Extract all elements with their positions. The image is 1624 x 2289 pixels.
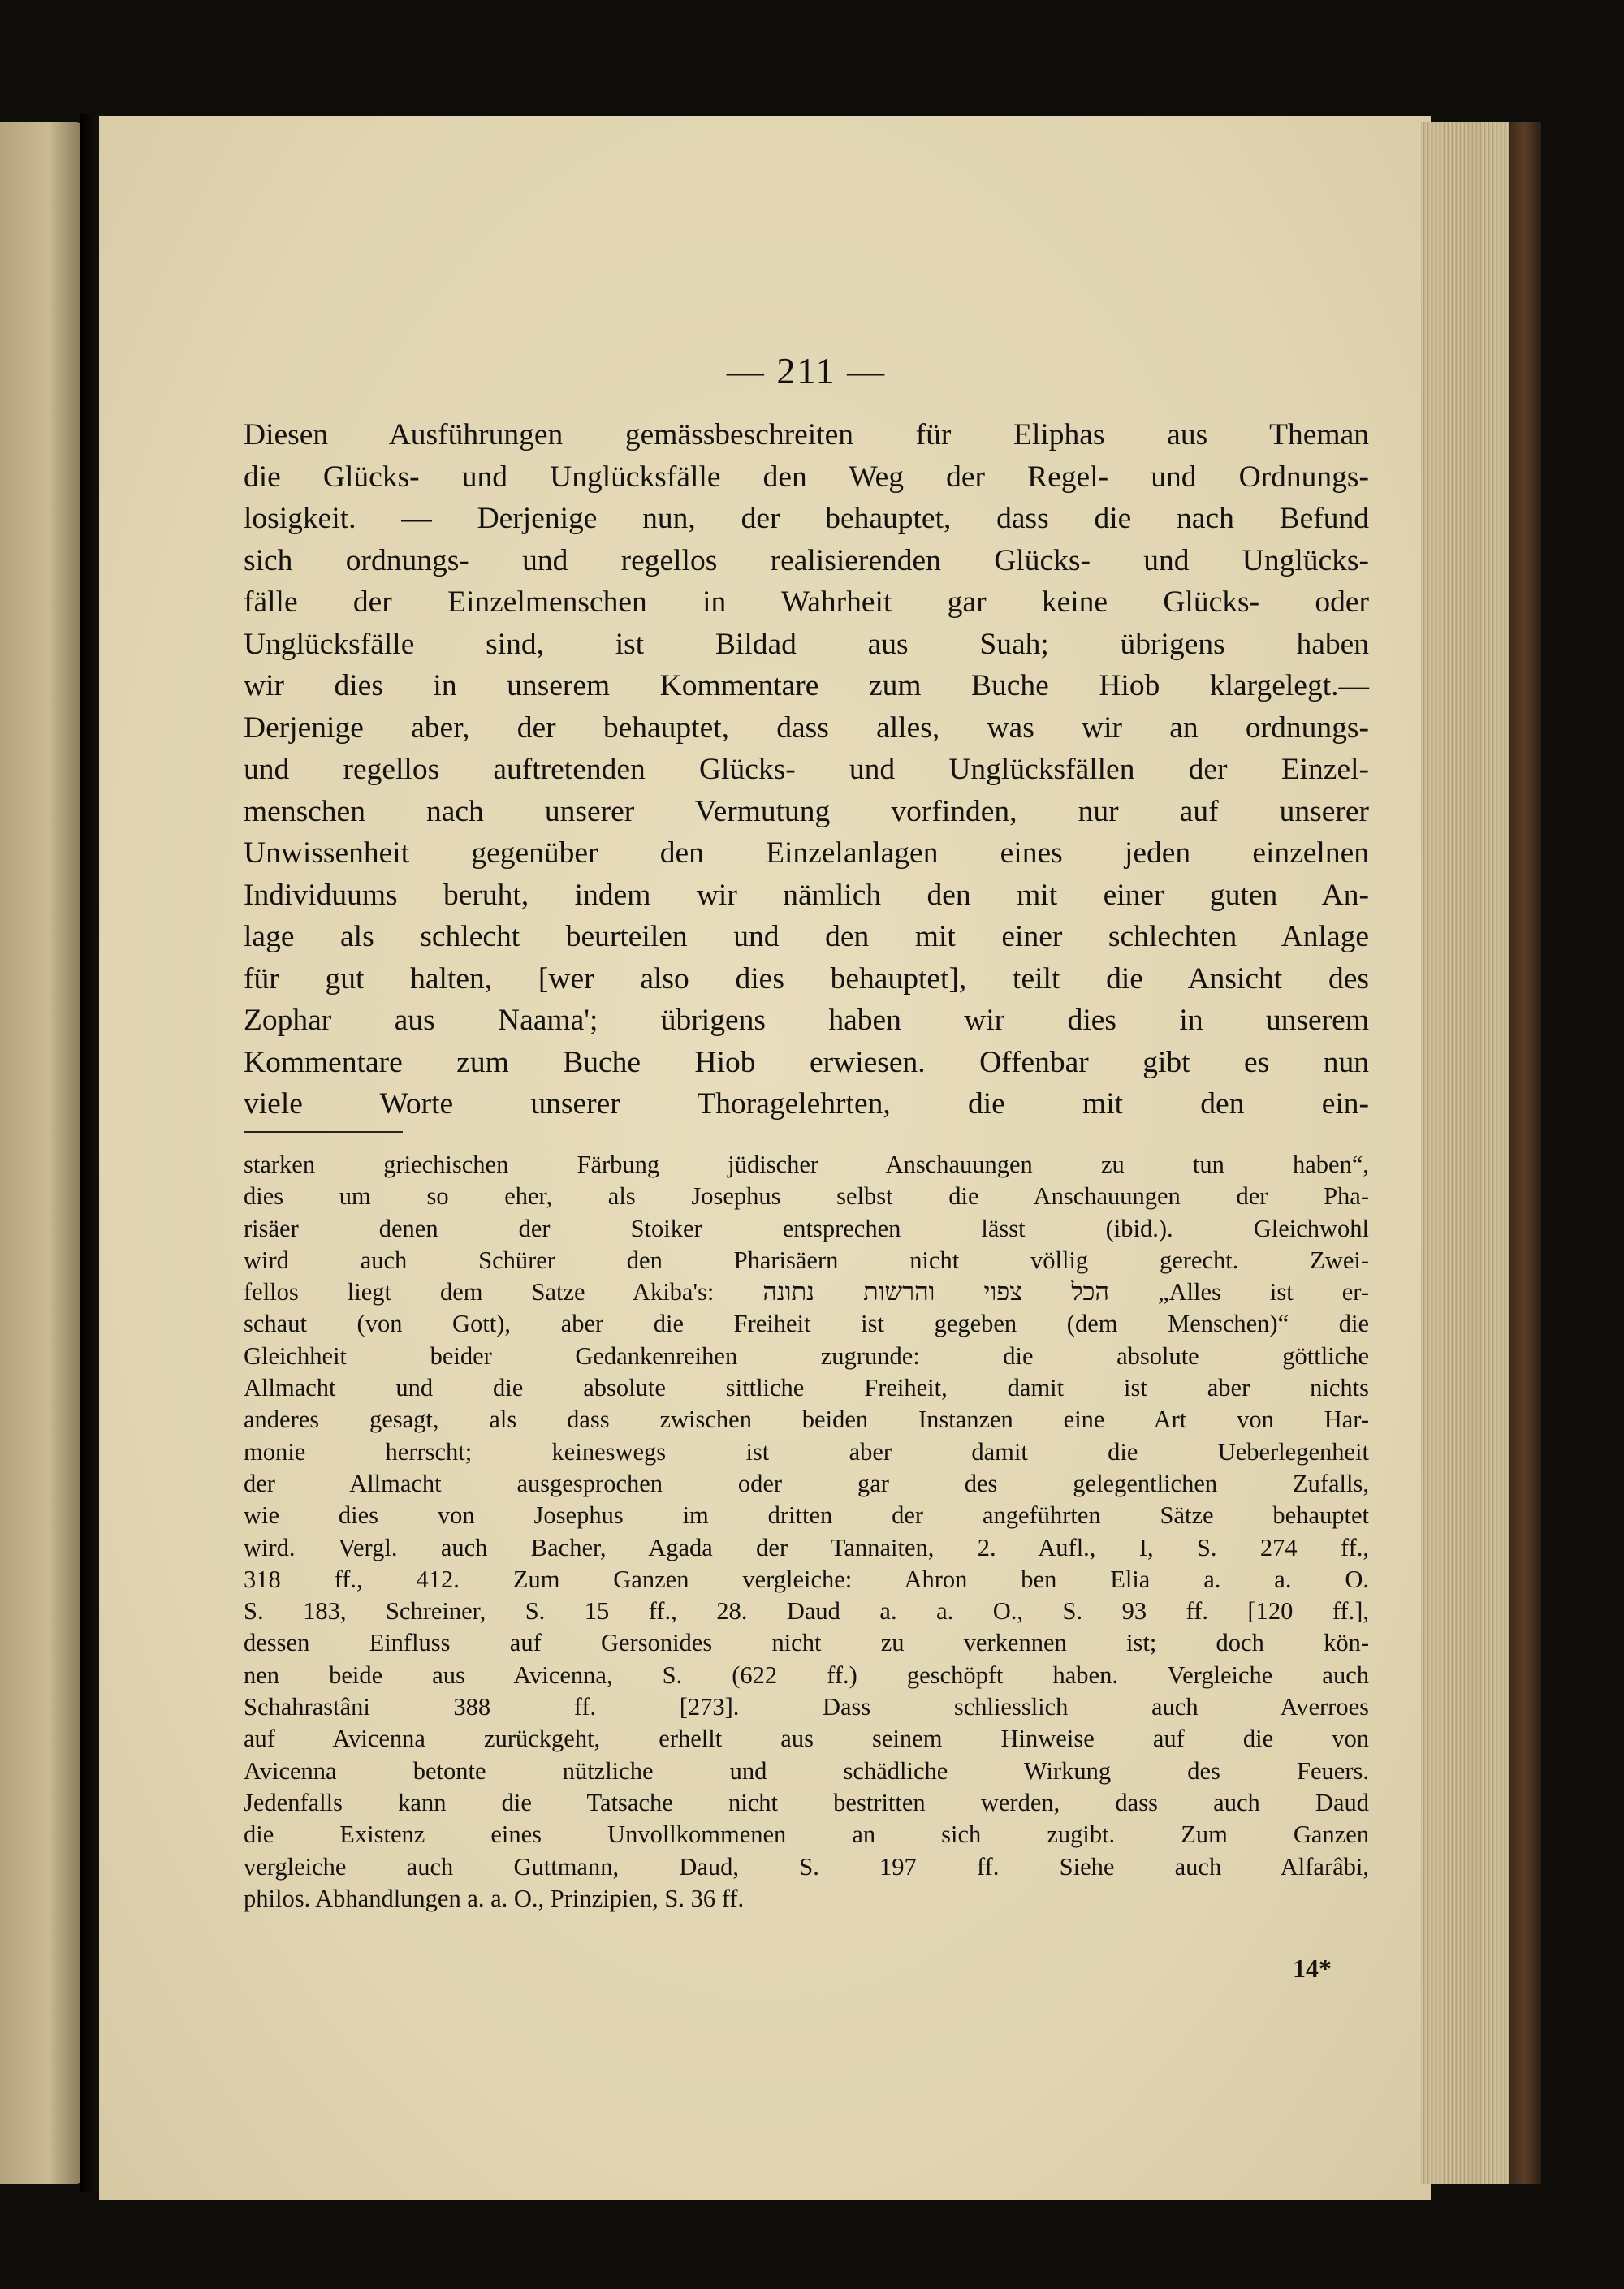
text-line: und regellos auftretenden Glücks- und Unglücksfällen der Einzel- (244, 753, 1369, 786)
page-number: — 211 — (726, 350, 887, 391)
footnote-line: dies um so eher, als Josephus selbst die Anschauungen der Pha- (244, 1182, 1369, 1211)
main-text (244, 414, 1369, 1125)
text-line: die Glücks- und Unglücksfälle den Weg der Regel- und Ordnungs- (244, 460, 1369, 494)
footnote-line: vergleiche auch Guttmann, Daud, S. 197 ff. Siehe auch Alfarâbi, (244, 1852, 1369, 1881)
footnote-line: risäer denen der Stoiker entsprechen lässt (ibid.). Gleichwohl (244, 1214, 1369, 1242)
text-line: losigkeit. — Derjenige nun, der behauptet, dass die nach Befund (244, 502, 1369, 535)
text-line: Diesen Ausführungen gemässbeschreiten für Eliphas aus Theman (244, 418, 1369, 451)
footnote-line: die Existenz eines Unvollkommenen an sich zugibt. Zum Ganzen (244, 1820, 1369, 1849)
footnote-line: Gleichheit beider Gedankenreihen zugrunde: die absolute göttliche (244, 1341, 1369, 1370)
text-line: Derjenige aber, der behauptet, dass alles, was wir an ordnungs- (244, 710, 1369, 745)
footnote-line: monie herrscht; keineswegs ist aber damit die Ueberlegenheit (244, 1437, 1369, 1466)
footnote-line: Jedenfalls kann die Tatsache nicht bestritten werden, dass auch Daud (244, 1788, 1369, 1816)
footnote-line: fellos liegt dem Satze Akiba's: הכל צפוי והרשות נתונה „Alles ist er- (244, 1278, 1369, 1306)
footnote-line: auf Avicenna zurückgeht, erhellt aus seinem Hinweise auf die von (244, 1725, 1369, 1753)
footnote-text (244, 1149, 1369, 1915)
page-stack-edges (1421, 122, 1510, 2184)
footnote-line: Schahrastâni 388 ff. [273]. Dass schliesslich auch Averroes (244, 1693, 1369, 1721)
footnote-line: philos. Abhandlungen a. a. O., Prinzipien, S. 36 ff. (244, 1884, 745, 1912)
footnote-line: wie dies von Josephus im dritten der angeführten Sätze behauptet (244, 1501, 1369, 1530)
footnote-line: der Allmacht ausgesprochen oder gar des gelegentlichen Zufalls, (244, 1469, 1369, 1497)
footnote-line: nen beide aus Avicenna, S. (622 ff.) geschöpft haben. Vergleiche auch (244, 1661, 1369, 1689)
footnote-line: 318 ff., 412. Zum Ganzen vergleiche: Ahron ben Elia a. a. O. (244, 1565, 1369, 1593)
left-page-edge (0, 122, 81, 2184)
text-line: Kommentare zum Buche Hiob erwiesen. Offenbar gibt es nun (244, 1045, 1369, 1079)
text-line: Unglücksfälle sind, ist Bildad aus Suah; übrigens haben (244, 627, 1369, 661)
footnote-line: dessen Einfluss auf Gersonides nicht zu verkennen ist; doch kön- (244, 1629, 1369, 1657)
footnote-line: anderes gesagt, als dass zwischen beiden Instanzen eine Art von Har- (244, 1406, 1369, 1434)
footnote-rule (244, 1131, 403, 1133)
footnote-line: S. 183, Schreiner, S. 15 ff., 28. Daud a. a. O., S. 93 ff. [120 ff.], (244, 1597, 1369, 1626)
footnote-line: schaut (von Gott), aber die Freiheit ist gegeben (dem Menschen)“ die (244, 1310, 1369, 1338)
text-line: wir dies in unserem Kommentare zum Buche Hiob klargelegt.— (244, 669, 1369, 702)
text-line: sich ordnungs- und regellos realisierenden Glücks- und Unglücks- (244, 543, 1369, 577)
book-cover-edge (1509, 122, 1541, 2184)
footnote-line: Allmacht und die absolute sittliche Freiheit, damit ist aber nichts (244, 1374, 1369, 1402)
signature-mark: 14* (1293, 1954, 1332, 1983)
text-line: Zophar aus Naama'; übrigens haben wir dies in unserem (244, 1004, 1369, 1037)
text-line: fälle der Einzelmenschen in Wahrheit gar keine Glücks- oder (244, 585, 1369, 619)
text-line: Unwissenheit gegenüber den Einzelanlagen eines jeden einzelnen (244, 836, 1369, 870)
text-line: lage als schlecht beurteilen und den mit einer schlechten Anlage (244, 920, 1369, 953)
text-line: menschen nach unserer Vermutung vorfinden, nur auf unserer (244, 794, 1369, 828)
text-line: für gut halten, [wer also dies behauptet], teilt die Ansicht des (244, 961, 1369, 995)
footnote-line: starken griechischen Färbung jüdischer Anschauungen zu tun haben“, (244, 1151, 1369, 1178)
footnote-line: Avicenna betonte nützliche und schädliche Wirkung des Feuers. (244, 1756, 1369, 1785)
text-line: viele Worte unserer Thoragelehrten, die mit den ein- (244, 1087, 1369, 1121)
text-line: Individuums beruht, indem wir nämlich den mit einer guten An- (244, 878, 1369, 912)
footnote-line: wird. Vergl. auch Bacher, Agada der Tannaiten, 2. Aufl., I, S. 274 ff., (244, 1533, 1369, 1561)
footnote-line: wird auch Schürer den Pharisäern nicht völlig gerecht. Zwei- (244, 1246, 1369, 1274)
